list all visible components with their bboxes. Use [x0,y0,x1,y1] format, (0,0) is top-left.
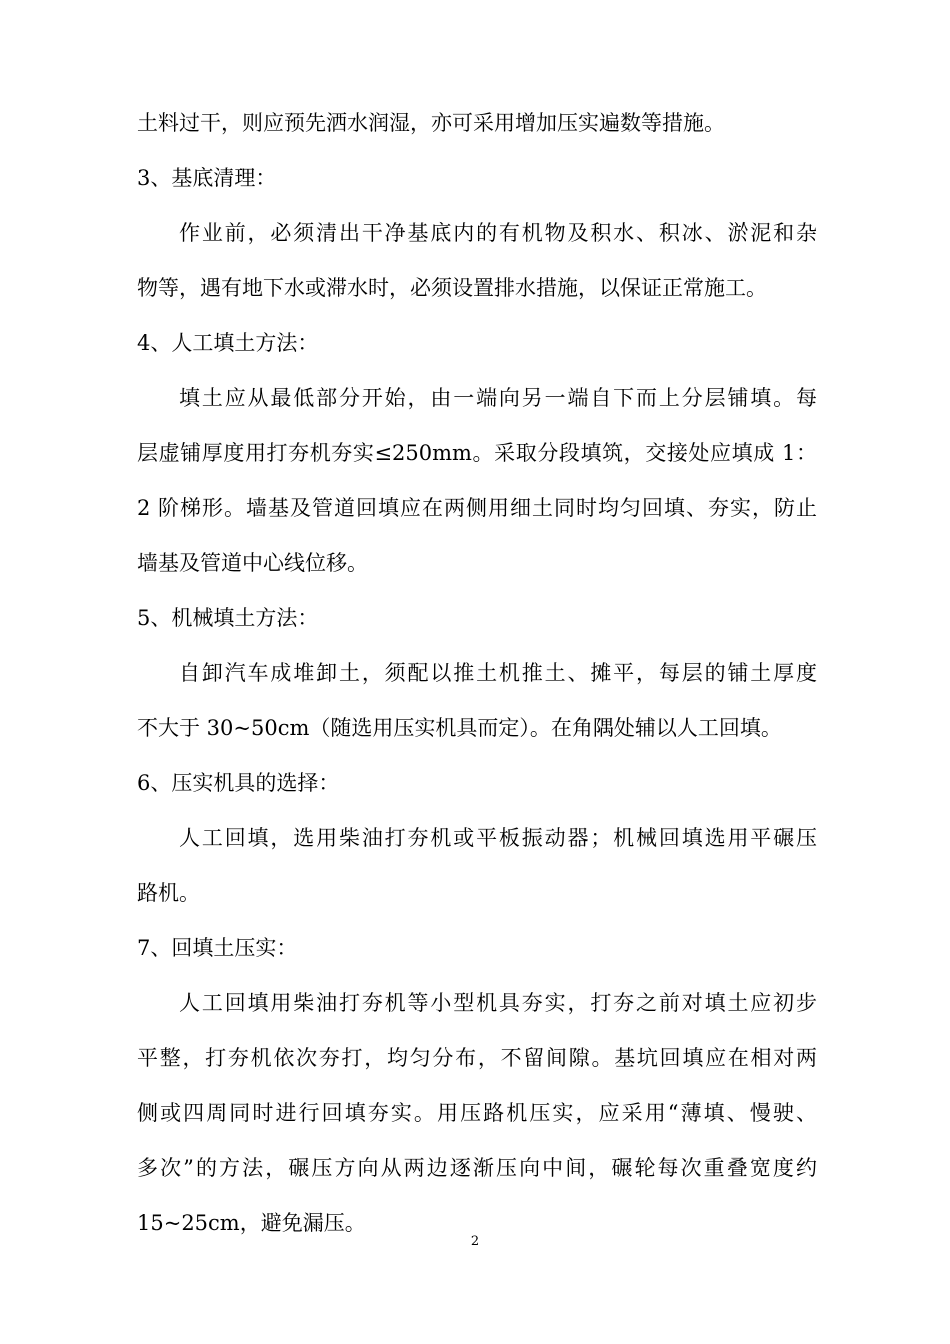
text-line: 2 阶梯形。墙基及管道回填应在两侧用细土同时均匀回填、夯实，防止 [137,496,817,520]
text-line: 7、回填土压实： [137,936,298,960]
text-line: 填土应从最低部分开始，由一端向另一端自下而上分层铺填。每 [179,386,817,410]
text-line: 作业前，必须清出干净基底内的有机物及积水、积冰、淤泥和杂 [179,221,817,245]
text-line: 路机。 [137,881,200,905]
text-line: 自卸汽车成堆卸土，须配以推土机推土、摊平，每层的铺土厚度 [179,661,817,685]
text-line: 4、人工填土方法： [137,331,319,355]
text-line: 人工回填，选用柴油打夯机或平板振动器；机械回填选用平碾压 [179,826,817,850]
text-line: 人工回填用柴油打夯机等小型机具夯实，打夯之前对填土应初步 [179,991,817,1015]
text-line: 层虚铺厚度用打夯机夯实≤250mm。采取分段填筑，交接处应填成 1： [137,441,817,465]
text-line: 5、机械填土方法： [137,606,319,630]
page-number: 2 [470,1234,480,1249]
text-line: 平整，打夯机依次夯打，均匀分布，不留间隙。基坑回填应在相对两 [137,1046,817,1070]
text-line: 墙基及管道中心线位移。 [137,551,368,575]
text-line: 多次”的方法，碾压方向从两边逐渐压向中间，碾轮每次重叠宽度约 [137,1156,817,1180]
text-line: 侧或四周同时进行回填夯实。用压路机压实，应采用“薄填、慢驶、 [137,1101,817,1125]
text-line: 不大于 30~50cm（随选用压实机具而定）。在角隅处辅以人工回填。 [137,716,782,740]
text-line: 土料过干，则应预先洒水润湿，亦可采用增加压实遍数等措施。 [137,111,725,135]
text-line: 15~25cm，避免漏压。 [137,1211,366,1235]
text-line: 3、基底清理： [137,166,277,190]
document-body [137,96,817,1251]
text-line: 6、压实机具的选择： [137,771,340,795]
text-line: 物等，遇有地下水或滞水时，必须设置排水措施，以保证正常施工。 [137,276,767,300]
